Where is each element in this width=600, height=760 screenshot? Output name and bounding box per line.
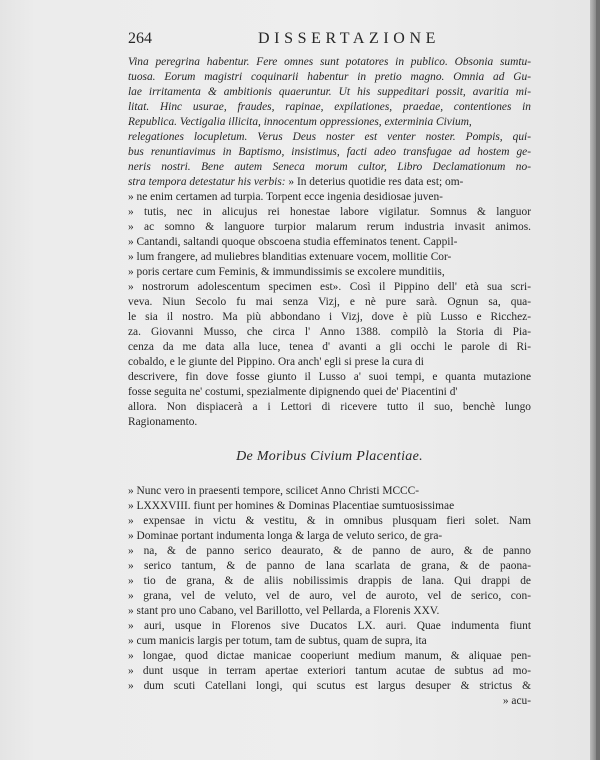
catchword: » acu- (502, 695, 531, 707)
paragraph-musso-quote (128, 484, 531, 709)
text-line: le sia il nostro. Ma più abbondano i Vizj, dove è più Lusso e Ricchez- (128, 311, 531, 323)
text-line: » ne enim certamen ad turpia. Torpent ecce ingenia desidiosae juven- (128, 191, 443, 203)
text-line: veva. Niun Secolo fu mai senza Vizj, e nè pure sarà. Ognun sa, qua- (128, 296, 531, 308)
text-line: lae irritamenta & ambitionis quaeruntur. Ut his suppeditari possit, avaritia mi- (128, 86, 531, 98)
text-line-mixed (128, 175, 531, 190)
text-line: relegationes locupletum. Verus Deus noster est venter noster. Pompis, qui- (128, 131, 531, 143)
text-line: » ac somno & languore turpior malarum rerum industria invasit animos. (128, 221, 531, 233)
section-subheading: De Moribus Civium Placentiae. (236, 449, 423, 464)
text-body (128, 55, 531, 709)
text-line: » tutis, nec in alicujus rei honestae labore vigilatur. Somnus & languor (128, 206, 531, 218)
text-line: » serico tantum, & de panno de lana scarlata de grana, & de paona- (128, 560, 531, 572)
text-line: » na, & de panno serico deaurato, & de panno de auro, & de panno (128, 545, 531, 557)
text-line: Republica. Vectigalia illicita, innocentum oppressiones, exterminia Civium, (128, 116, 472, 128)
text-line: » auri, usque in Florenos sive Ducatos LX. auri. Quae indumenta fiunt (128, 620, 531, 632)
spacer (128, 467, 531, 484)
text-line: » longae, quod dictae manicae cooperiunt medium manum, & aliquae pen- (128, 650, 531, 662)
running-header (128, 30, 568, 50)
text-line: » nostrorum adolescentum specimen est». Così il Pippino dell' età sua scri- (128, 281, 531, 293)
paragraph-italic-quote (128, 55, 531, 190)
text-line: litat. Hinc usurae, fraudes, rapinae, expilationes, praedae, contentiones in (128, 101, 531, 113)
text-line: fosse seguita ne' costumi, spezialmente dipignendo quei de' Piacentini d' (128, 386, 458, 398)
page-number: 264 (128, 30, 152, 47)
text-line: » cum manicis largis per totum, tam de subtus, quam de supra, ita (128, 635, 427, 647)
text-line: cenza da me data alla luce, tenea d' avanti a gli occhi le parole di Ri- (128, 341, 531, 353)
text-line: Vina peregrina habentur. Fere omnes sunt potatores in publico. Obsonia sumtu- (128, 56, 531, 68)
text-line: » Dominae portant indumenta longa & larga de veluto serico, de gra- (128, 530, 443, 542)
text-line: » Nunc vero in praesenti tempore, scilicet Anno Christi MCCC- (128, 485, 420, 497)
text-line: tuosa. Eorum magistri coquinarii habentur in pretio magno. Omnia ad Gu- (128, 71, 531, 83)
page-edge (590, 0, 596, 760)
text-line: cobaldo, e le giunte del Pippino. Ora anch' egli si prese la cura di (128, 356, 424, 368)
text-line: descrivere, fin dove fosse giunto il Lusso a' suoi tempi, e quanta mutazione (128, 371, 531, 383)
text-line: neris nostri. Bene autem Seneca morum cultor, Libro Declamationum no- (128, 161, 531, 173)
text-line: za. Giovanni Musso, che circa l' Anno 1388. compilò la Storia di Pia- (128, 326, 531, 338)
text-span: » In deterius quotidie res data est; om- (288, 176, 464, 188)
text-line: » dunt usque in terram apertae exteriori tantum acutae de subtus ad mo- (128, 665, 531, 677)
text-line: » stant pro uno Cabano, vel Barillotto, vel Pellarda, a Florenis XXV. (128, 605, 440, 617)
text-line: » poris certare cum Feminis, & immundissimis se excolere munditiis, (128, 266, 445, 278)
text-span: stra tempora detestatur his verbis: (128, 176, 286, 188)
text-line: » expensae in victu & vestitu, & in omnibus plusquam fieri solet. Nam (128, 515, 531, 527)
text-line: » LXXXVIII. fiunt per homines & Dominas Placentiae sumtuosissimae (128, 500, 455, 512)
text-line: Ragionamento. (128, 416, 198, 428)
spacer (128, 430, 531, 447)
text-line: allora. Non dispiacerà a i Lettori di ricevere tutto il suo, benchè lungo (128, 401, 531, 413)
paragraph-seneca-quote (128, 190, 531, 430)
text-line: » dum scuti Catellani longi, qui scutus est largus desuper & strictus & (128, 680, 531, 692)
text-line: » lum frangere, ad muliebres blanditias extenuare vocem, mollitie Cor- (128, 251, 452, 263)
text-line: » grana, vel de veluto, vel de auro, vel de auroto, vel de serico, con- (128, 590, 531, 602)
text-line: bus renuntiavimus in Baptismo, insistimus, facti adeo transfugae ad hostem ge- (128, 146, 531, 158)
text-line: » tio de grana, & de aliis nobilissimis drappis de lana. Qui drappi de (128, 575, 531, 587)
running-title: DISSERTAZIONE (258, 30, 440, 47)
text-line: » Cantandi, saltandi quoque obscoena studia effeminatos tenent. Cappil- (128, 236, 458, 248)
